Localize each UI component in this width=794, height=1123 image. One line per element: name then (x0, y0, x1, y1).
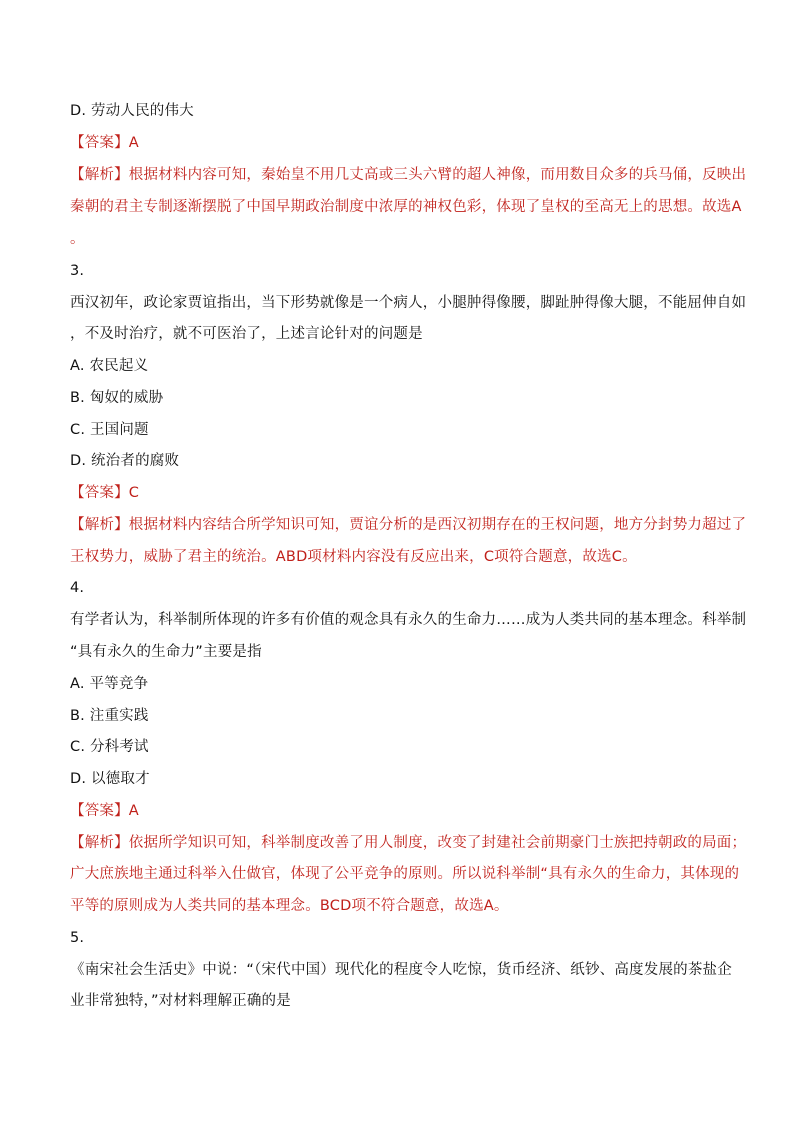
q5-stem-line-2: 业非常独特，”对材料理解正确的是 (70, 993, 291, 1009)
q3-answer: 【答案】C (70, 485, 140, 501)
q4-stem-line-1: 有学者认为，科举制所体现的许多有价值的观念具有永久的生命力……成为人类共同的基本理念。科举制 (70, 612, 747, 628)
q4-analysis-line-2: 广大庶族地主通过科举入仕做官，体现了公平竞争的原则。所以说科举制“具有永久的生命力，其体现的 (70, 866, 740, 882)
q3-analysis-line-2: 王权势力，威胁了君主的统治。ABD项材料内容没有反应出来，C项符合题意，故选C。 (70, 549, 637, 565)
q4-option-b: B. 注重实践 (70, 708, 149, 724)
q3-option-a: A. 农民起义 (70, 358, 149, 374)
q5-stem-line-1: 《南宋社会生活史》中说：“（宋代中国）现代化的程度令人吃惊，货币经济、纸钞、高度发展的茶盐企 (70, 962, 732, 978)
q4-option-a: A. 平等竞争 (70, 676, 149, 692)
q3-stem-line-2: ，不及时治疗，就不可医治了，上述言论针对的问题是 (70, 326, 423, 342)
q4-option-d: D. 以德取才 (70, 771, 150, 787)
q2-analysis-line-3: 。 (70, 231, 85, 247)
q4-stem-line-2: “具有永久的生命力”主要是指 (70, 644, 262, 660)
q5-number: 5. (70, 930, 85, 946)
q3-analysis-line-1: 【解析】根据材料内容结合所学知识可知，贾谊分析的是西汉初期存在的王权问题，地方分封势力超过了 (70, 517, 747, 533)
q2-answer: 【答案】A (70, 135, 139, 151)
q4-option-c: C. 分科考试 (70, 739, 149, 755)
q2-analysis-line-1: 【解析】根据材料内容可知，秦始皇不用几丈高或三头六臂的超人神像，而用数目众多的兵马俑，反映出 (70, 167, 747, 183)
q4-analysis-line-1: 【解析】依据所学知识可知，科举制度改善了用人制度，改变了封建社会前期豪门士族把持朝政的局面； (70, 835, 747, 851)
q2-analysis-line-2: 秦朝的君主专制逐渐摆脱了中国早期政治制度中浓厚的神权色彩，体现了皇权的至高无上的思想。故选A (70, 199, 742, 215)
q3-stem-line-1: 西汉初年，政论家贾谊指出，当下形势就像是一个病人，小腿肿得像腰，脚趾肿得像大腿，不能屈伸自如 (70, 295, 747, 311)
q3-number: 3. (70, 263, 85, 279)
q3-option-c: C. 王国问题 (70, 422, 149, 438)
q3-option-b: B. 匈奴的威胁 (70, 390, 164, 406)
q2-option-d: D. 劳动人民的伟大 (70, 103, 194, 119)
q4-number: 4. (70, 580, 85, 596)
q4-analysis-line-3: 平等的原则成为人类共同的基本理念。BCD项不符合题意，故选A。 (70, 898, 509, 914)
q3-option-d: D. 统治者的腐败 (70, 453, 180, 469)
q4-answer: 【答案】A (70, 803, 139, 819)
